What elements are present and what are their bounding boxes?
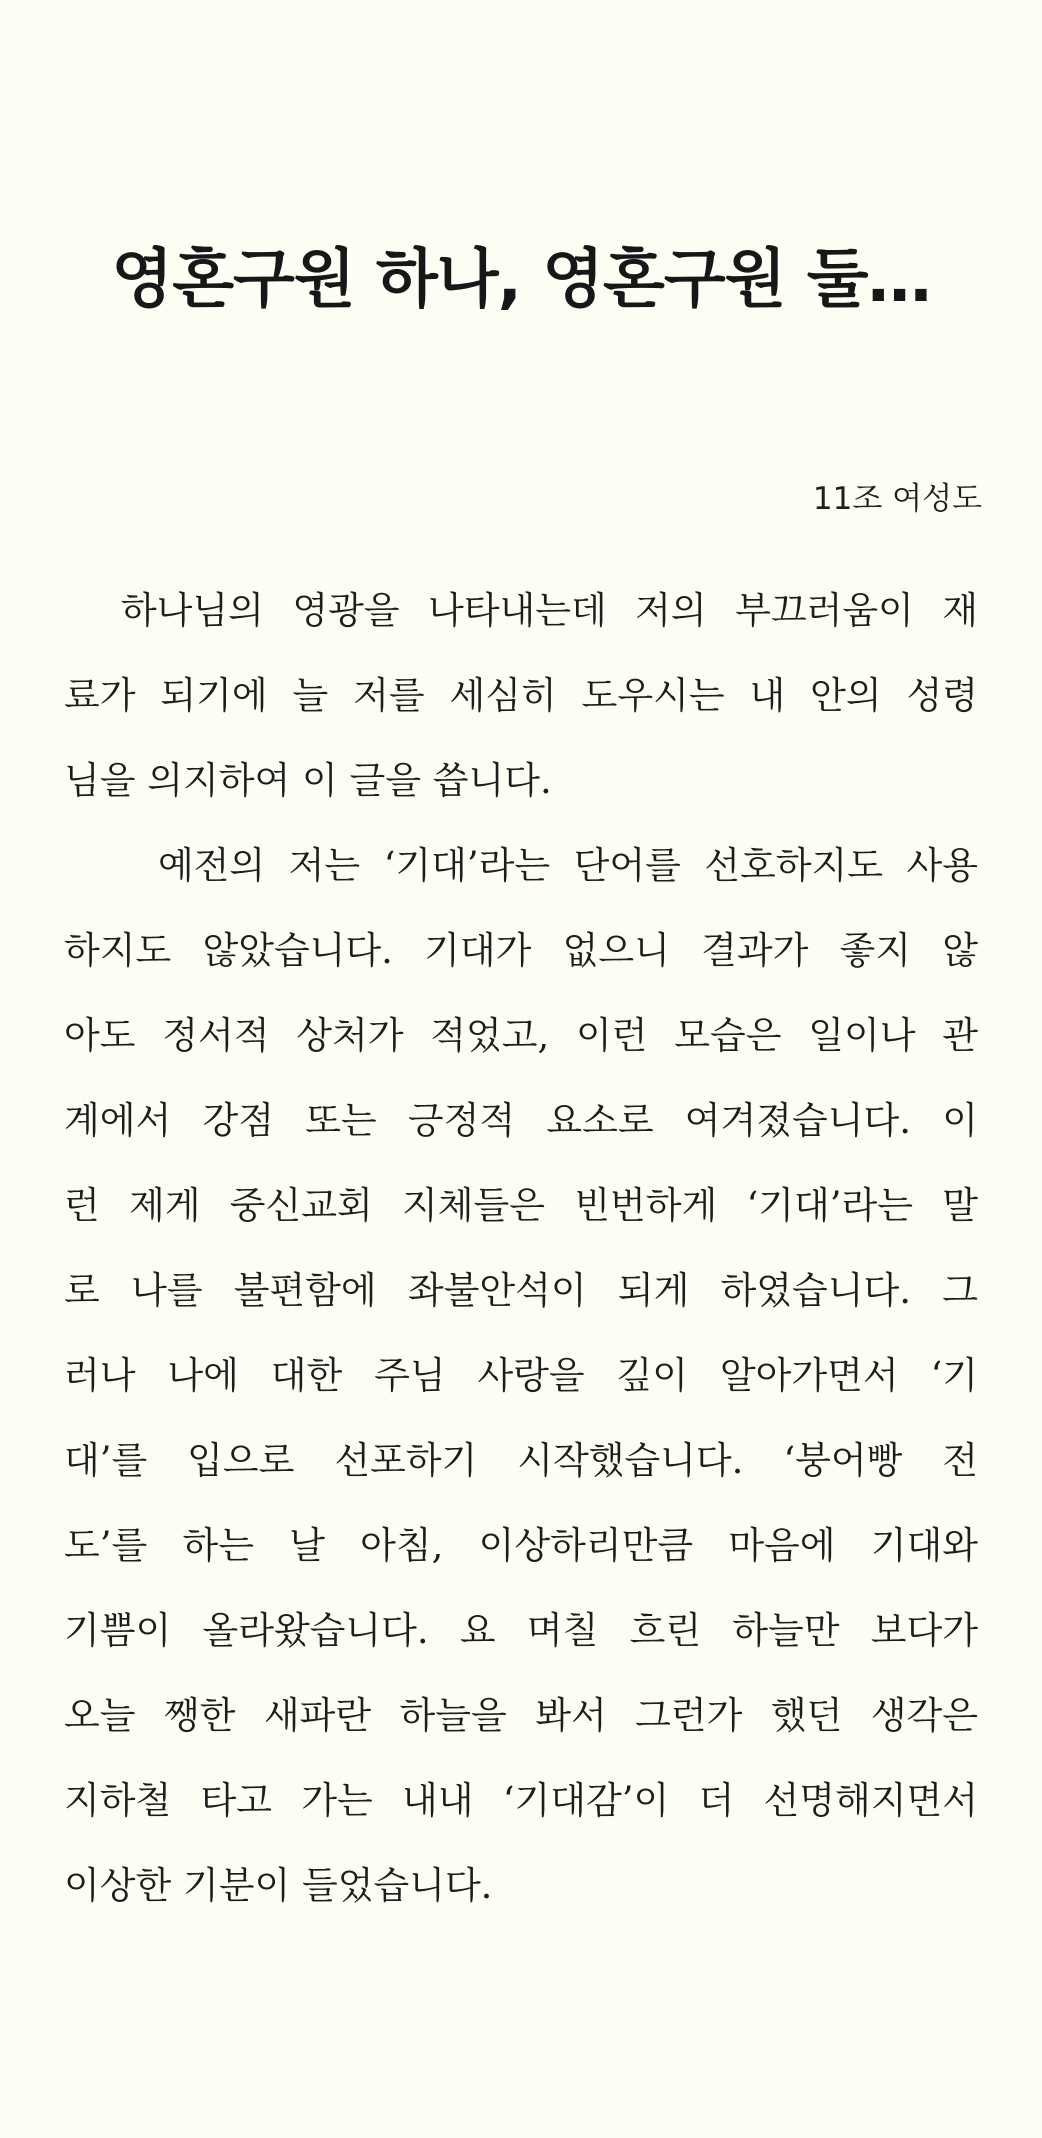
text-line: 예전의 저는 ‘기대’라는 단어를 선호하지도 사용 bbox=[64, 844, 978, 887]
body-text bbox=[64, 568, 978, 1928]
text-line: 지하철 타고 가는 내내 ‘기대감’이 더 선명해지면서 bbox=[64, 1779, 978, 1822]
text-line: 런 제게 중신교회 지체들은 빈번하게 ‘기대’라는 말 bbox=[64, 1184, 978, 1227]
text-line: 도’를 하는 날 아침, 이상하리만큼 마음에 기대와 bbox=[64, 1524, 978, 1567]
text-line: 러나 나에 대한 주님 사랑을 깊이 알아가면서 ‘기 bbox=[64, 1354, 978, 1397]
text-line: 이상한 기분이 들었습니다. bbox=[64, 1864, 493, 1907]
text-line: 오늘 쨍한 새파란 하늘을 봐서 그런가 했던 생각은 bbox=[64, 1694, 978, 1737]
text-line: 하나님의 영광을 나타내는데 저의 부끄러움이 재 bbox=[64, 589, 978, 632]
text-line: 기쁨이 올라왔습니다. 요 며칠 흐린 하늘만 보다가 bbox=[64, 1609, 978, 1652]
text-line: 로 나를 불편함에 좌불안석이 되게 하였습니다. 그 bbox=[64, 1269, 978, 1312]
text-line: 계에서 강점 또는 긍정적 요소로 여겨졌습니다. 이 bbox=[64, 1099, 978, 1142]
text-line: 료가 되기에 늘 저를 세심히 도우시는 내 안의 성령 bbox=[64, 674, 978, 717]
text-line: 아도 정서적 상처가 적었고, 이런 모습은 일이나 관 bbox=[64, 1014, 978, 1057]
text-line: 하지도 않았습니다. 기대가 없으니 결과가 좋지 않 bbox=[64, 929, 978, 972]
text-line: 님을 의지하여 이 글을 씁니다. bbox=[64, 759, 552, 802]
author-byline: 11조 여성도 bbox=[812, 481, 982, 517]
text-line: 대’를 입으로 선포하기 시작했습니다. ‘붕어빵 전 bbox=[64, 1439, 978, 1482]
document-title: 영혼구원 하나, 영혼구원 둘… bbox=[111, 243, 931, 317]
